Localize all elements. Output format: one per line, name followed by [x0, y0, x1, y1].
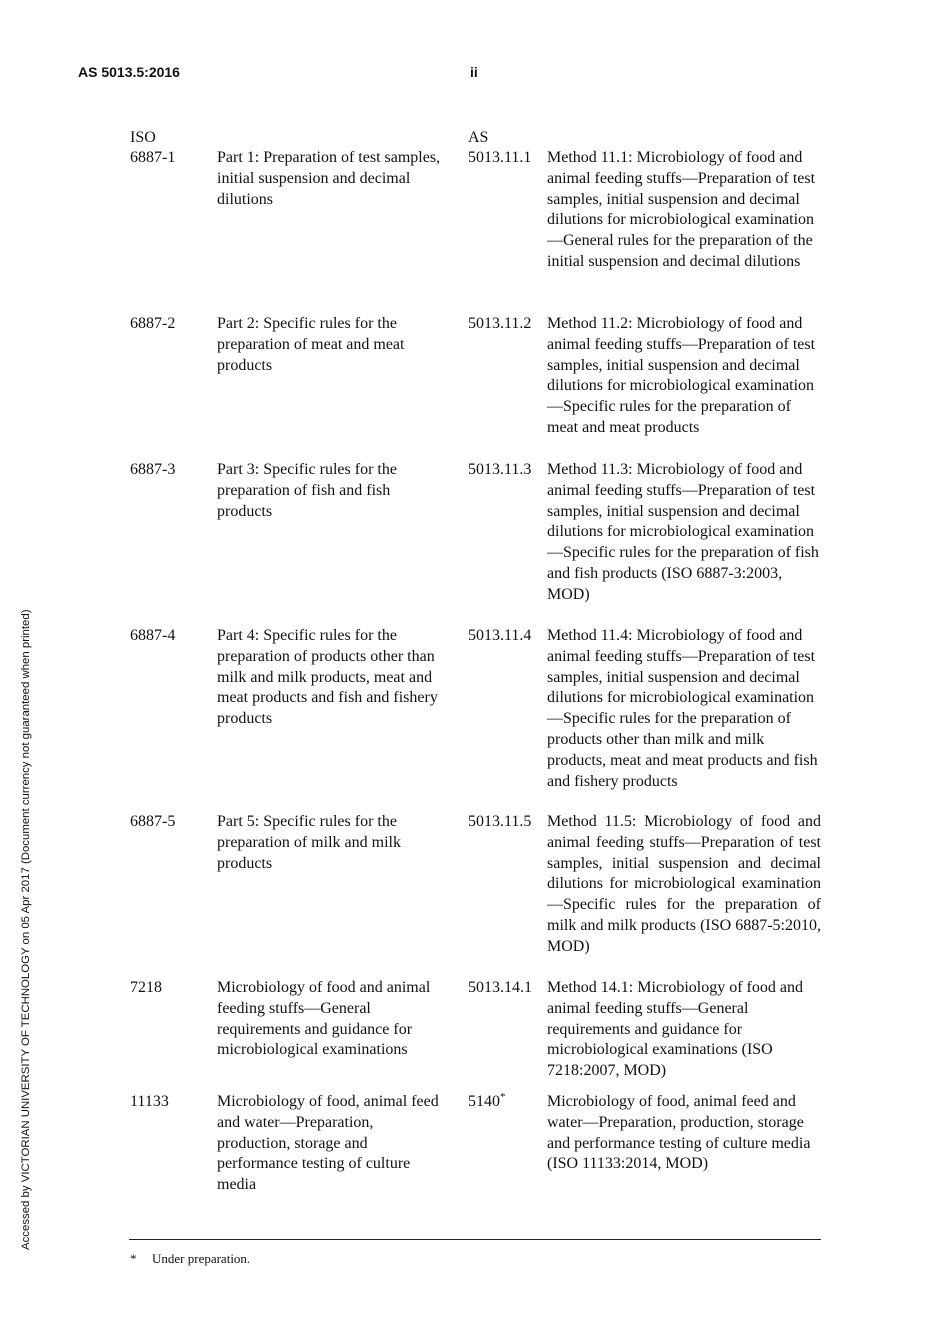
iso-number: 11133	[130, 1093, 169, 1110]
table-row	[130, 148, 830, 314]
as-title: Method 14.1: Microbiology of food and animal feeding stuffs—General requirements and guidance for microbiological examinations (ISO 7218:2007, MOD)	[547, 979, 803, 1080]
footnote-divider	[129, 1239, 821, 1240]
as-number: 5013.11.1	[468, 149, 532, 166]
as-title: Method 11.5: Microbiology of food and animal feeding stuffs—Preparation of test samples, initial suspension and decimal dilutions for microbiological examination—Specific rules for the preparation of milk and milk products (ISO 6887-5:2010, MOD)	[547, 813, 821, 955]
as-title: Microbiology of food, animal feed and water—Preparation, production, storage and performance testing of culture media (ISO 11133:2014, MOD)	[547, 1093, 811, 1173]
as-number: 5013.11.5	[468, 813, 532, 830]
as-title: Method 11.1: Microbiology of food and animal feeding stuffs—Preparation of test samples, initial suspension and decimal dilutions for microbiological examination—General rules for the preparation of the initial suspension and decimal dilutions	[547, 149, 816, 270]
table-row	[130, 314, 830, 460]
table-row	[130, 626, 830, 812]
iso-number: 7218	[130, 979, 162, 996]
iso-title: Part 4: Specific rules for the preparation of products other than milk and milk products, meat and meat products and fish and fishery products	[217, 627, 438, 728]
as-number-value: 5140	[468, 1093, 500, 1110]
table-row	[130, 1092, 830, 1202]
iso-number: 6887-3	[130, 461, 176, 478]
iso-number: 6887-1	[130, 149, 176, 166]
table-header-row	[130, 128, 830, 148]
table-row	[130, 812, 830, 978]
column-header-iso: ISO	[130, 129, 156, 146]
iso-title: Microbiology of food and animal feeding stuffs—General requirements and guidance for microbiological examinations	[217, 979, 431, 1059]
table-row	[130, 978, 830, 1092]
footnote-text: Under preparation.	[152, 1251, 251, 1266]
iso-title: Part 2: Specific rules for the preparation of meat and meat products	[217, 315, 405, 374]
as-number: 5013.11.2	[468, 315, 532, 332]
footnote	[130, 1251, 250, 1267]
iso-title: Part 3: Specific rules for the preparation of fish and fish products	[217, 461, 397, 520]
as-number: 5013.11.4	[468, 627, 532, 644]
iso-number: 6887-5	[130, 813, 176, 830]
iso-title: Microbiology of food, animal feed and water—Preparation, production, storage and performance testing of culture media	[217, 1093, 439, 1194]
iso-title: Part 5: Specific rules for the preparation of milk and milk products	[217, 813, 401, 872]
column-header-as: AS	[468, 129, 489, 146]
footnote-reference: *	[500, 1091, 506, 1103]
as-number: 5013.14.1	[468, 979, 532, 996]
table-row	[130, 460, 830, 626]
as-title: Method 11.3: Microbiology of food and animal feeding stuffs—Preparation of test samples, initial suspension and decimal dilutions for microbiological examination—Specific rules for the preparation of fish and fish products (ISO 6887-3:2003, MOD)	[547, 461, 819, 603]
as-title: Method 11.2: Microbiology of food and animal feeding stuffs—Preparation of test samples, initial suspension and decimal dilutions for microbiological examination—Specific rules for the preparation of meat and meat products	[547, 315, 816, 436]
footnote-mark: *	[130, 1251, 137, 1266]
iso-number: 6887-2	[130, 315, 176, 332]
iso-number: 6887-4	[130, 627, 176, 644]
access-watermark: Accessed by VICTORIAN UNIVERSITY OF TECHNOLOGY on 05 Apr 2017 (Document currency not guaranteed when printed)	[20, 609, 32, 1250]
as-title: Method 11.4: Microbiology of food and animal feeding stuffs—Preparation of test samples, initial suspension and decimal dilutions for microbiological examination—Specific rules for the preparation of products other than milk and milk products, meat and meat products and fish and fishery products	[547, 627, 818, 790]
standards-cross-reference-table	[130, 128, 830, 1202]
page-number: ii	[470, 64, 478, 80]
iso-title: Part 1: Preparation of test samples, initial suspension and decimal dilutions	[217, 149, 441, 208]
standard-designation: AS 5013.5:2016	[78, 64, 180, 80]
as-number	[468, 1092, 506, 1113]
as-number: 5013.11.3	[468, 461, 532, 478]
